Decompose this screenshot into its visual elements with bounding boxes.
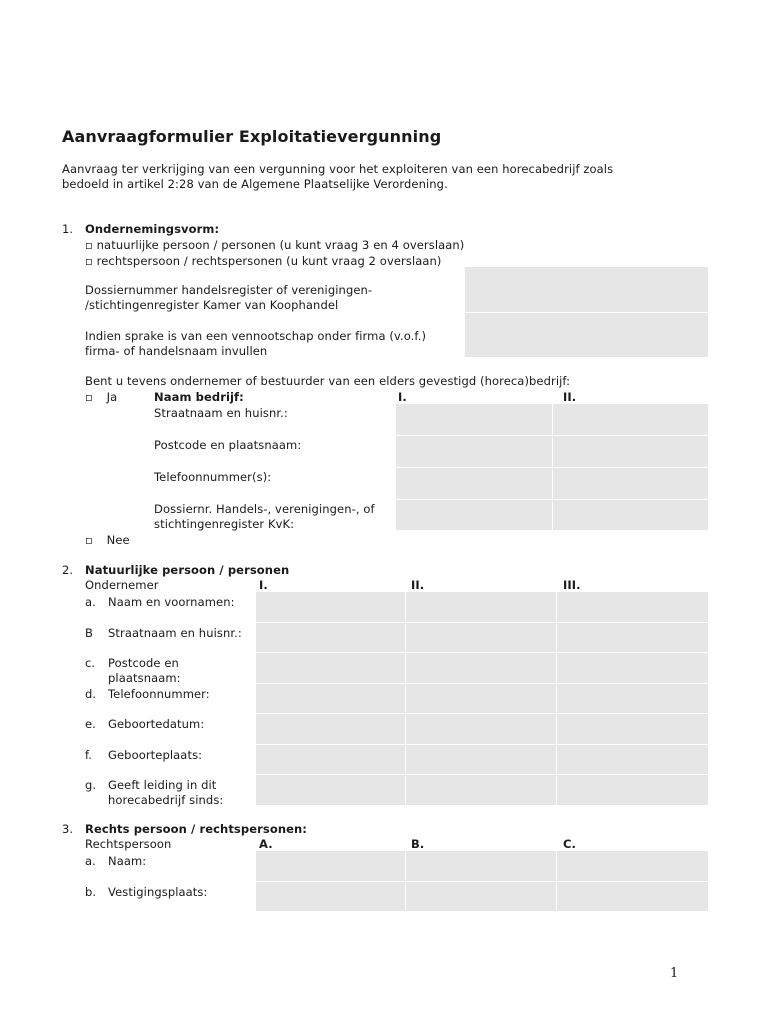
option-ja[interactable]	[85, 390, 117, 404]
s2-row-label: horecabedrijf sinds:	[108, 793, 224, 807]
dossiernummer-label-2: /stichtingenregister Kamer van Koophandel	[85, 298, 339, 312]
s3-row-label: Naam:	[108, 854, 147, 868]
s2-row-letter: c.	[85, 656, 96, 670]
dossier-kvk-label-2: stichtingenregister KvK:	[154, 517, 295, 531]
s2-row-7-col-3-input[interactable]	[557, 775, 709, 806]
s3-row-1-col-3-input[interactable]	[557, 851, 709, 882]
postcode-label: Postcode en plaatsnaam:	[154, 438, 302, 452]
option-rechtspersoon[interactable]	[85, 254, 442, 268]
intro-line-1: Aanvraag ter verkrijging van een vergunning voor het exploiteren van een horecabedrijf zoals	[62, 162, 614, 176]
page-number: 1	[670, 966, 679, 981]
s2-row-3-col-2-input[interactable]	[406, 653, 557, 684]
column-header-c: C.	[563, 837, 577, 851]
s3-row-1-col-2-input[interactable]	[406, 851, 557, 882]
checkbox-icon[interactable]: ▫	[85, 533, 93, 547]
s2-row-1-col-3-input[interactable]	[557, 592, 709, 623]
s2-row-6-col-2-input[interactable]	[406, 745, 557, 776]
checkbox-icon[interactable]: ▫	[85, 254, 93, 268]
option-natuurlijke-persoon[interactable]	[85, 238, 464, 252]
s2-row-3-col-3-input[interactable]	[557, 653, 709, 684]
s2-row-label: Naam en voornamen:	[108, 595, 235, 609]
bedrijf-ii-telefoon-input[interactable]	[553, 468, 709, 500]
option-label: Nee	[106, 533, 130, 547]
s2-row-4-col-1-input[interactable]	[256, 684, 406, 715]
s2-row-6-col-3-input[interactable]	[557, 745, 709, 776]
option-label: Ja	[106, 390, 118, 404]
bedrijf-i-postcode-input[interactable]	[396, 436, 553, 468]
bedrijf-i-straat-input[interactable]	[396, 404, 553, 436]
s2-row-5-col-3-input[interactable]	[557, 714, 709, 745]
s2-row-2-col-2-input[interactable]	[406, 623, 557, 654]
s2-row-letter: d.	[85, 686, 97, 701]
s3-row-letter: b.	[85, 884, 97, 899]
bedrijf-i-telefoon-input[interactable]	[396, 468, 553, 500]
section-1-number: 1.	[62, 222, 74, 236]
s2-row-6-col-1-input[interactable]	[256, 745, 406, 776]
bedrijf-ii-postcode-input[interactable]	[553, 436, 709, 468]
ondernemer-label: Ondernemer	[85, 578, 159, 592]
section-1-heading: Ondernemingsvorm:	[85, 222, 220, 236]
s2-row-letter: e.	[85, 717, 96, 731]
s3-row-2-col-3-input[interactable]	[557, 882, 709, 913]
s2-row-letter: B	[85, 625, 93, 640]
intro-line-2: bedoeld in artikel 2:28 van de Algemene Plaatselijke Verordening.	[62, 177, 448, 191]
s2-row-3-col-1-input[interactable]	[256, 653, 406, 684]
firma-naam-input[interactable]	[465, 313, 709, 358]
rechtspersoon-label: Rechtspersoon	[85, 837, 172, 851]
s2-row-4-col-3-input[interactable]	[557, 684, 709, 715]
dossiernummer-input[interactable]	[465, 267, 709, 313]
straatnaam-label: Straatnaam en huisnr.:	[154, 406, 288, 420]
s2-row-label: Geboortedatum:	[108, 717, 205, 731]
s2-row-letter: a.	[85, 595, 96, 609]
s3-row-1-col-1-input[interactable]	[256, 851, 406, 882]
checkbox-icon[interactable]: ▫	[85, 390, 93, 404]
column-header-ii: II.	[563, 390, 577, 404]
bedrijf-ii-straat-input[interactable]	[553, 404, 709, 436]
s2-row-label: Postcode en	[108, 656, 179, 670]
column-header-iii: III.	[563, 578, 581, 592]
s2-row-letter: f.	[85, 747, 93, 762]
s2-row-2-col-1-input[interactable]	[256, 623, 406, 654]
s2-row-label: Geeft leiding in dit	[108, 778, 217, 792]
option-label: rechtspersoon / rechtspersonen (u kunt vraag 2 overslaan)	[96, 254, 442, 268]
s3-row-label: Vestigingsplaats:	[108, 884, 208, 899]
column-header-i: I.	[398, 390, 407, 404]
checkbox-icon[interactable]: ▫	[85, 238, 93, 252]
column-header-a: A.	[259, 837, 273, 851]
dossier-kvk-label-1: Dossiernr. Handels-, verenigingen-, of	[154, 502, 375, 516]
s2-row-7-col-2-input[interactable]	[406, 775, 557, 806]
s2-row-1-col-1-input[interactable]	[256, 592, 406, 623]
section-2-heading: Natuurlijke persoon / personen	[85, 563, 290, 577]
s2-row-5-col-2-input[interactable]	[406, 714, 557, 745]
bedrijf-i-dossier-input[interactable]	[396, 500, 553, 531]
column-header-ii: II.	[411, 578, 425, 592]
column-header-b: B.	[411, 837, 425, 851]
section-3-heading: Rechts persoon / rechtspersonen:	[85, 822, 307, 836]
s3-row-2-col-2-input[interactable]	[406, 882, 557, 913]
bedrijf-ii-dossier-input[interactable]	[553, 500, 709, 531]
naam-bedrijf-label: Naam bedrijf:	[154, 390, 244, 404]
s2-row-label: plaatsnaam:	[108, 671, 181, 685]
section-3-number: 3.	[62, 822, 74, 836]
s2-row-7-col-1-input[interactable]	[256, 775, 406, 806]
form-title: Aanvraagformulier Exploitatievergunning	[62, 127, 442, 146]
section-2-number: 2.	[62, 563, 74, 577]
column-header-i: I.	[259, 578, 268, 592]
dossiernummer-label-1: Dossiernummer handelsregister of verenigingen-	[85, 283, 373, 297]
s2-row-5-col-1-input[interactable]	[256, 714, 406, 745]
s2-row-label: Geboorteplaats:	[108, 747, 203, 762]
option-label: natuurlijke persoon / personen (u kunt vraag 3 en 4 overslaan)	[96, 238, 465, 252]
s3-row-2-col-1-input[interactable]	[256, 882, 406, 913]
s2-row-4-col-2-input[interactable]	[406, 684, 557, 715]
vof-label-1: Indien sprake is van een vennootschap onder firma (v.o.f.)	[85, 329, 427, 343]
s3-row-letter: a.	[85, 854, 96, 868]
s2-row-label: Telefoonnummer:	[108, 686, 210, 701]
elders-bedrijf-question: Bent u tevens ondernemer of bestuurder van een elders gevestigd (horeca)bedrijf:	[85, 374, 571, 388]
telefoon-label: Telefoonnummer(s):	[154, 470, 272, 484]
s2-row-letter: g.	[85, 778, 97, 792]
s2-row-1-col-2-input[interactable]	[406, 592, 557, 623]
vof-label-2: firma- of handelsnaam invullen	[85, 344, 268, 358]
option-nee[interactable]	[85, 533, 130, 547]
s2-row-2-col-3-input[interactable]	[557, 623, 709, 654]
s2-row-label: Straatnaam en huisnr.:	[108, 625, 242, 640]
